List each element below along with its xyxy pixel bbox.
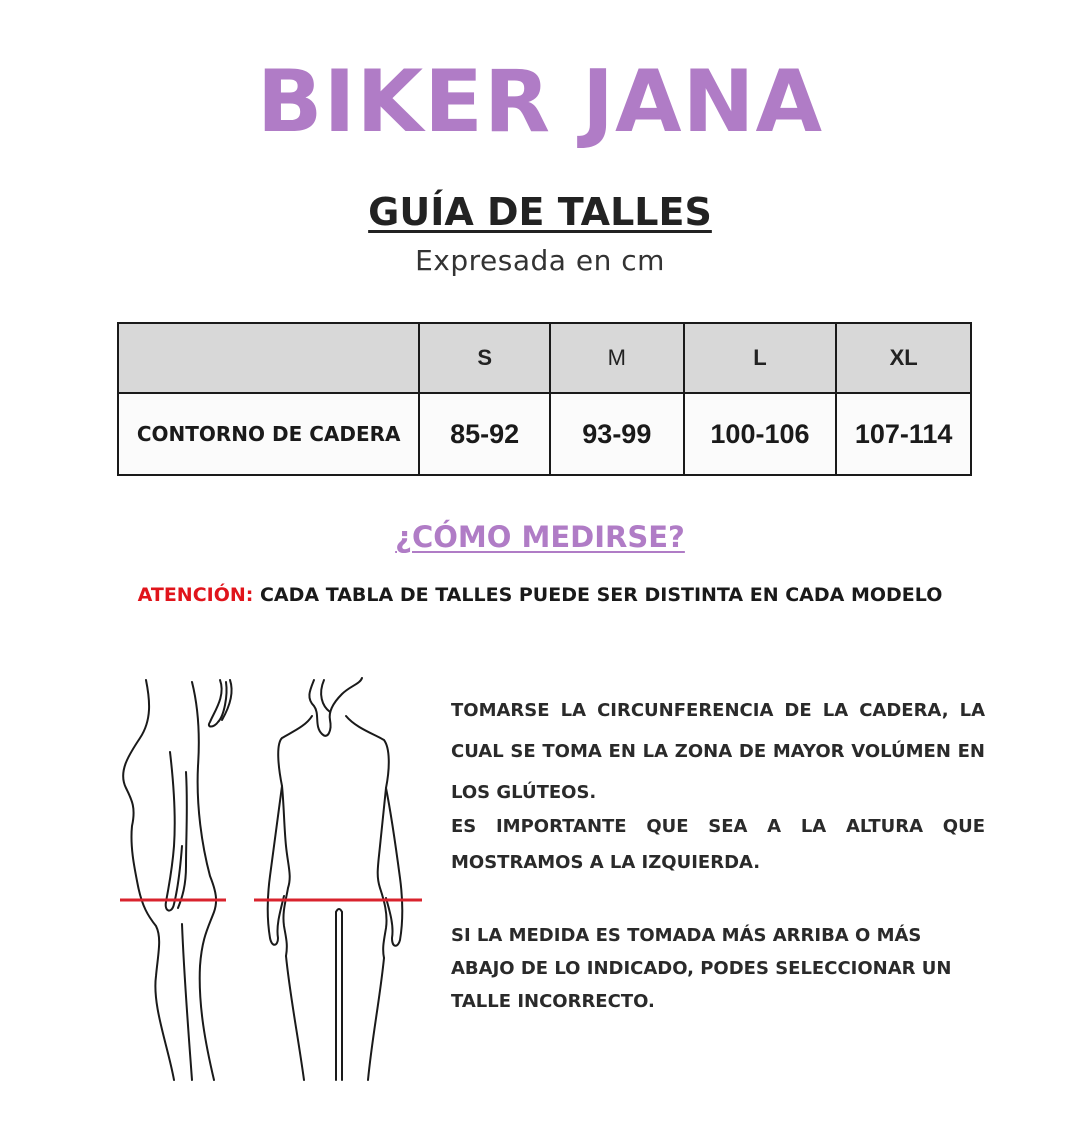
- size-header-l: L: [684, 323, 837, 393]
- size-header-empty: [118, 323, 419, 393]
- attention-text: CADA TABLA DE TALLES PUEDE SER DISTINTA EN CADA MODELO: [253, 584, 943, 606]
- guide-title: [0, 190, 1080, 234]
- size-header-xl: XL: [836, 323, 971, 393]
- size-header-s: S: [419, 323, 550, 393]
- row-label: CONTORNO DE CADERA: [118, 393, 419, 475]
- measuring-instructions: [451, 690, 985, 1018]
- table-row: [118, 393, 971, 475]
- attention-label: ATENCIÓN:: [137, 584, 254, 606]
- size-value-s: 85-92: [419, 393, 550, 475]
- guide-title-text: GUÍA DE TALLES: [368, 190, 712, 234]
- instruction-paragraph-1: TOMARSE LA CIRCUNFERENCIA DE LA CADERA, LA CUAL SE TOMA EN LA ZONA DE MAYOR VOLÚMEN EN LOS GLÚTEOS.: [451, 700, 985, 803]
- size-value-xl: 107-114: [836, 393, 971, 475]
- size-table-header-row: [118, 323, 971, 393]
- how-to-measure-text: ¿CÓMO MEDIRSE?: [395, 520, 685, 554]
- how-to-measure-heading: [0, 520, 1080, 554]
- attention-notice: [0, 584, 1080, 606]
- size-value-l: 100-106: [684, 393, 837, 475]
- body-figures-illustration: [110, 676, 440, 1082]
- size-header-m: M: [550, 323, 684, 393]
- side-body-figure-icon: [123, 680, 231, 1080]
- size-value-m: 93-99: [550, 393, 684, 475]
- brand-title: BIKER JANA: [256, 52, 824, 152]
- guide-subtitle: Expresada en cm: [415, 244, 665, 277]
- instruction-paragraph-2: ES IMPORTANTE QUE SEA A LA ALTURA QUE MOSTRAMOS A LA IZQUIERDA.: [451, 816, 985, 873]
- size-table: [117, 322, 972, 476]
- instruction-paragraph-3: SI LA MEDIDA ES TOMADA MÁS ARRIBA O MÁS ABAJO DE LO INDICADO, PODES SELECCIONAR UN TALLE INCORRECTO.: [451, 925, 952, 1012]
- back-body-figure-icon: [268, 678, 403, 1080]
